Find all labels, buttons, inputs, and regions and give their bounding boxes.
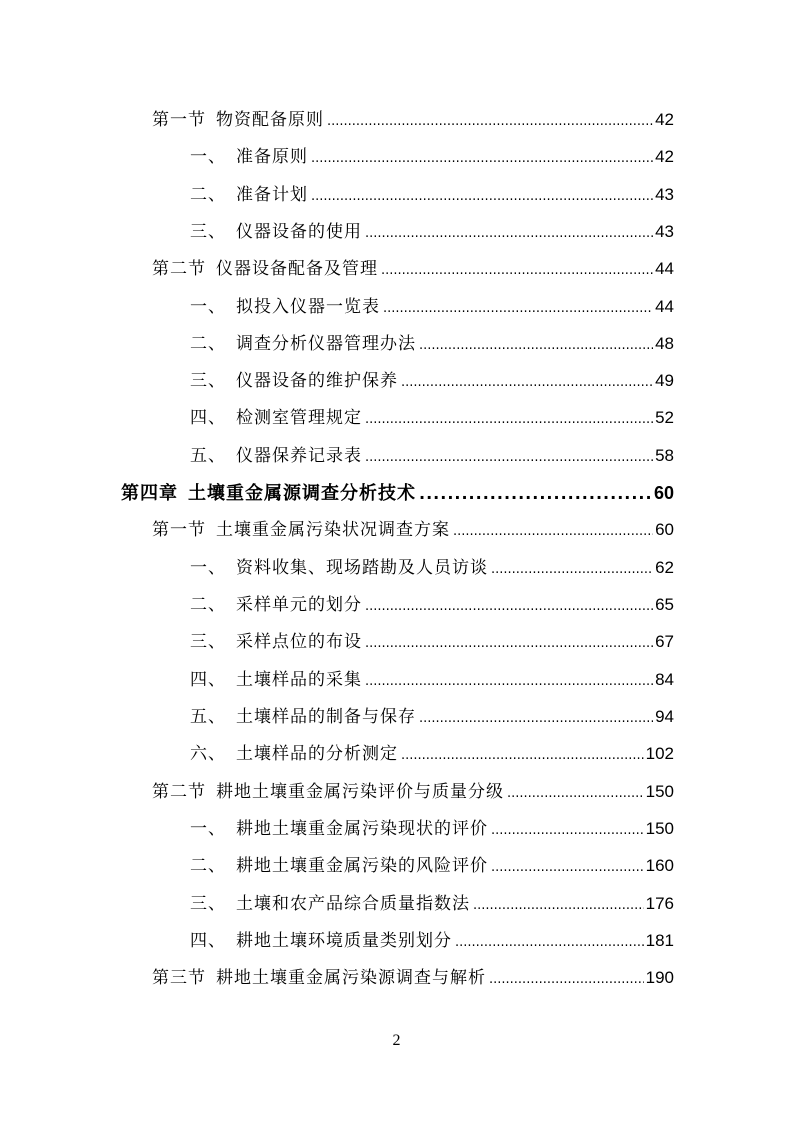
toc-entry-page: 58 [655,446,674,465]
toc-entry-page: 49 [655,371,674,390]
toc-dot-leader [365,665,653,695]
toc-dot-leader [491,814,644,844]
toc-entry-title: 物资配备原则 [216,110,324,130]
toc-entry-page: 190 [645,968,674,987]
toc-entry-number: 第一节 [152,520,206,540]
toc-entry-number: 第二节 [152,259,206,279]
toc-entry-number: 第三节 [152,968,206,988]
toc-dot-leader [381,254,653,284]
toc-entry-item[interactable] [190,926,674,956]
toc-entry-number: 五、 [190,707,226,727]
toc-entry-number: 一、 [190,297,226,317]
toc-entry-item[interactable] [190,739,674,769]
toc-entry-page: 60 [653,483,674,503]
toc-entry-page: 44 [655,259,674,278]
toc-entry-number: 三、 [190,371,226,391]
toc-entry-title: 耕地土壤环境质量类别划分 [236,931,452,951]
toc-entry-title: 土壤重金属源调查分析技术 [188,483,416,504]
toc-entry-chapter[interactable] [121,478,674,508]
toc-dot-leader [365,627,653,657]
page-number: 2 [392,1032,401,1049]
toc-dot-leader [365,590,653,620]
toc-entry-page: 84 [655,670,674,689]
toc-dot-leader [327,105,653,135]
toc-dot-leader [507,777,644,807]
toc-entry-title: 准备计划 [236,185,308,205]
toc-entry-item[interactable] [190,403,674,433]
toc-entry-item[interactable] [190,889,674,919]
toc-entry-title: 土壤样品的分析测定 [236,744,398,764]
toc-entry-item[interactable] [190,590,674,620]
toc-dot-leader [473,889,644,919]
toc-entry-item[interactable] [190,553,674,583]
toc-entry-page: 42 [655,110,674,129]
toc-entry-page: 42 [655,147,674,166]
toc-entry-page: 150 [645,782,674,801]
toc-entry-title: 仪器设备配备及管理 [216,259,378,279]
toc-entry-item[interactable] [190,627,674,657]
toc-entry-title: 资料收集、现场踏勘及人员访谈 [236,558,488,578]
toc-entry-item[interactable] [190,217,674,247]
toc-entry-title: 调查分析仪器管理办法 [236,334,416,354]
toc-entry-number: 一、 [190,147,226,167]
toc-entry-item[interactable] [190,441,674,471]
toc-entry-number: 五、 [190,446,226,466]
toc-dot-leader [365,403,653,433]
toc-dot-leader [311,142,653,172]
toc-entry-title: 拟投入仪器一览表 [236,297,380,317]
toc-entry-title: 检测室管理规定 [236,408,362,428]
toc-dot-leader [311,180,653,210]
toc-entry-item[interactable] [190,180,674,210]
toc-entry-title: 准备原则 [236,147,308,167]
toc-entry-number: 第一节 [152,110,206,130]
toc-entry-page: 102 [645,744,674,763]
toc-entry-number: 第四章 [121,483,178,504]
toc-entry-item[interactable] [190,142,674,172]
toc-entry-section[interactable] [152,777,674,807]
toc-entry-section[interactable] [152,963,674,993]
toc-entry-page: 176 [645,894,674,913]
toc-entry-title: 仪器设备的维护保养 [236,371,398,391]
toc-entry-title: 耕地土壤重金属污染现状的评价 [236,819,488,839]
toc-entry-number: 二、 [190,334,226,354]
toc-entry-title: 耕地土壤重金属污染评价与质量分级 [216,782,504,802]
toc-entry-number: 四、 [190,408,226,428]
toc-entry-page: 52 [655,408,674,427]
toc-dot-leader [491,851,644,881]
toc-entry-number: 二、 [190,856,226,876]
toc-entry-page: 43 [655,185,674,204]
toc-entry-item[interactable] [190,814,674,844]
toc-entry-title: 土壤重金属污染状况调查方案 [216,520,450,540]
toc-entry-section[interactable] [152,105,674,135]
toc-entry-number: 四、 [190,670,226,690]
toc-dot-leader [401,739,644,769]
toc-entry-item[interactable] [190,665,674,695]
toc-entry-title: 采样单元的划分 [236,595,362,615]
toc-entry-title: 土壤样品的制备与保存 [236,707,416,727]
toc-entry-number: 四、 [190,931,226,951]
toc-dot-leader [491,553,653,583]
toc-entry-page: 160 [645,856,674,875]
toc-dot-leader [365,441,653,471]
toc-dot-leader [419,702,653,732]
toc-dot-leader [365,217,653,247]
toc-entry-title: 仪器设备的使用 [236,222,362,242]
toc-entry-number: 第二节 [152,782,206,802]
toc-entry-title: 耕地土壤重金属污染源调查与解析 [216,968,486,988]
toc-entry-item[interactable] [190,851,674,881]
toc-entry-item[interactable] [190,366,674,396]
toc-entry-item[interactable] [190,329,674,359]
toc-entry-number: 二、 [190,595,226,615]
toc-entry-number: 三、 [190,222,226,242]
toc-entry-page: 65 [655,595,674,614]
toc-entry-section[interactable] [152,254,674,284]
toc-entry-number: 三、 [190,894,226,914]
toc-dot-leader [419,329,653,359]
toc-dot-leader [455,926,644,956]
toc-dot-leader [453,515,653,545]
toc-entry-page: 62 [655,558,674,577]
toc-entry-title: 采样点位的布设 [236,632,362,652]
toc-entry-page: 94 [655,707,674,726]
toc-entry-number: 二、 [190,185,226,205]
toc-entry-item[interactable] [190,292,674,322]
toc-entry-page: 44 [655,297,674,316]
toc-entry-item[interactable] [190,702,674,732]
toc-entry-page: 48 [655,334,674,353]
toc-entry-section[interactable] [152,515,674,545]
toc-entry-title: 耕地土壤重金属污染的风险评价 [236,856,488,876]
toc-entry-number: 一、 [190,558,226,578]
toc-dot-leader [383,292,653,322]
toc-entry-number: 三、 [190,632,226,652]
toc-entry-number: 六、 [190,744,226,764]
toc-entry-title: 土壤和农产品综合质量指数法 [236,894,470,914]
toc-dot-leader [489,963,644,993]
toc-entry-page: 67 [655,632,674,651]
toc-dot-leader [419,479,652,509]
toc-entry-page: 150 [645,819,674,838]
toc-dot-leader [401,366,653,396]
toc-entry-page: 181 [645,931,674,950]
toc-entry-page: 60 [655,520,674,539]
toc-entry-title: 土壤样品的采集 [236,670,362,690]
toc-entry-title: 仪器保养记录表 [236,446,362,466]
toc-entry-number: 一、 [190,819,226,839]
toc-entry-page: 43 [655,222,674,241]
